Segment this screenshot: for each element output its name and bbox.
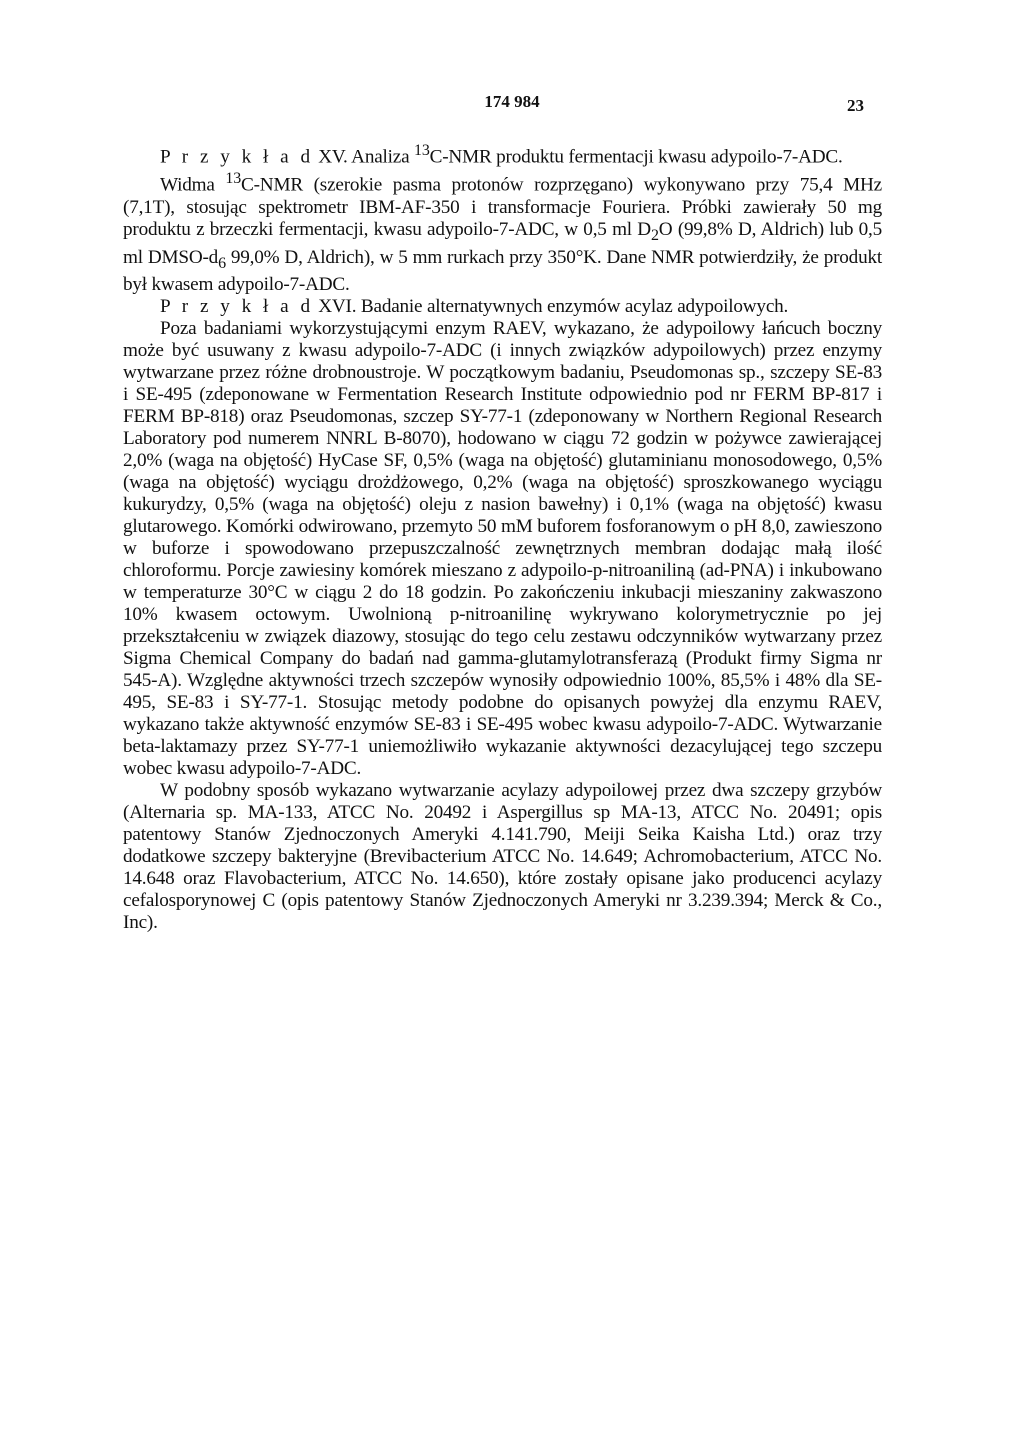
subscript: 2 bbox=[650, 226, 659, 244]
example-title-part: Analiza bbox=[351, 146, 415, 168]
example-16-paragraph-2: W podobny sposób wykazano wytwarzanie acylazy adypoilowej przez dwa szczepy grzybów (Alternaria sp. MA-133, ATCC No. 20492 i Aspergillus sp MA-13, ATCC No. 20491; opis patentowy Stanów Zjednoczonych Ameryki 4.141.790, Meiji Seika Kaisha Ltd.) oraz trzy dodatkowe szczepy bakteryjne (Brevibacterium ATCC No. 14.649; Achromobacterium, ATCC No. 14.648 oraz Flavobacterium, ATCC No. 14.650), które zostały opisane jako producenci acylazy cefalosporynowej C (opis patentowy Stanów Zjednoczonych Ameryki nr 3.239.394; Merck & Co., Inc). bbox=[123, 780, 882, 934]
example-numeral: XV. bbox=[318, 146, 348, 168]
document-body bbox=[123, 140, 882, 934]
example-16-paragraph-1: Poza badaniami wykorzystującymi enzym RAEV, wykazano, że adypoilowy łańcuch boczny może być usuwany z kwasu adypoilo-7-ADC (i innych związków adypoilowych) przez enzymy wytwarzane przez różne drobnoustroje. W początkowym badaniu, Pseudomonas sp., szczepy SE-83 i SE-495 (zdeponowane w Fermentation Research Institute odpowiednio pod nr FERM BP-817 i FERM BP-818) oraz Pseudomonas, szczep SY-77-1 (zdeponowany w Northern Regional Research Laboratory pod numerem NNRL B-8070), hodowano w ciągu 72 godzin w pożywce zawierającej 2,0% (waga na objętość) HyCase SF, 0,5% (waga na objętość) glutaminianu monosodowego, 0,5% (waga na objętość) wyciągu drożdżowego, 0,2% (waga na objętość) sproszkowanego wyciągu kukurydzy, 0,5% (waga na objętość) oleju z nasion bawełny) i 0,1% (waga na objętość) kwasu glutarowego. Komórki odwirowano, przemyto 50 mM buforem fosforanowym o pH 8,0, zawieszono w buforze i spowodowano przepuszczalność zewnętrznych membran dodając małą ilość chloroformu. Porcje zawiesiny komórek mieszano z adypoilo-p-nitroaniliną (ad-PNA) i inkubowano w temperaturze 30°C w ciągu 2 do 18 godzin. Po zakończeniu inkubacji mieszaniny zakwaszono 10% kwasem octowym. Uwolnioną p-nitroanilinę wykrywano kolorymetrycznie po jej przekształceniu w związek diazowy, stosując do tego celu zestawu odczynników wytwarzany przez Sigma Chemical Company do badań nad gamma-glutamylotransferazą (Produkt firmy Sigma nr 545-A). Względne aktywności trzech szczepów wynosiły odpowiednio 100%, 85,5% i 48% dla SE-495, SE-83 i SY-77-1. Stosując metody podobne do opisanych powyżej dla enzymu RAEV, wykazano także aktywność enzymów SE-83 i SE-495 wobec kwasu adypoilo-7-ADC. Wytwarzanie beta-laktamazy przez SY-77-1 uniemożliwiło wykazanie aktywności dezacylującej tego szczepu wobec kwasu adypoilo-7-ADC. bbox=[123, 318, 882, 780]
paragraph-text: O (99,8% D, Aldrich) lub 0,5 ml DMSO-d bbox=[123, 218, 882, 268]
example-title-part: C-NMR produktu fermentacji kwasu adypoilo-7-ADC. bbox=[429, 146, 843, 168]
example-label: P r z y k ł a d bbox=[160, 296, 314, 318]
page-number: 23 bbox=[847, 96, 864, 115]
example-numeral: XVI. bbox=[318, 296, 357, 318]
paragraph-text: 99,0% D, Aldrich), w 5 mm rurkach przy 350°K. Dane NMR potwierdziły, że produkt był kwasem adypoilo-7-ADC. bbox=[123, 246, 882, 296]
example-16-heading bbox=[123, 296, 882, 318]
isotope-superscript: 13 bbox=[225, 170, 242, 188]
example-title: Badanie alternatywnych enzymów acylaz adypoilowych. bbox=[360, 296, 789, 318]
example-15-body bbox=[123, 168, 882, 296]
paragraph-text: Widma bbox=[160, 174, 226, 196]
paragraph-text: C-NMR (szerokie pasma protonów rozprzęgano) wykonywano przy 75,4 MHz (7,1T), stosując spektrometr IBM-AF-350 i transformacje Fouriera. Próbki zawierały 50 mg produktu z brzeczki fermentacji, kwasu adypoilo-7-ADC, w 0,5 ml D bbox=[123, 174, 883, 240]
example-label: P r z y k ł a d bbox=[160, 146, 314, 168]
patent-number: 174 984 bbox=[484, 92, 540, 111]
example-15-heading bbox=[123, 140, 882, 168]
subscript: 6 bbox=[218, 254, 226, 272]
isotope-superscript: 13 bbox=[414, 142, 430, 159]
